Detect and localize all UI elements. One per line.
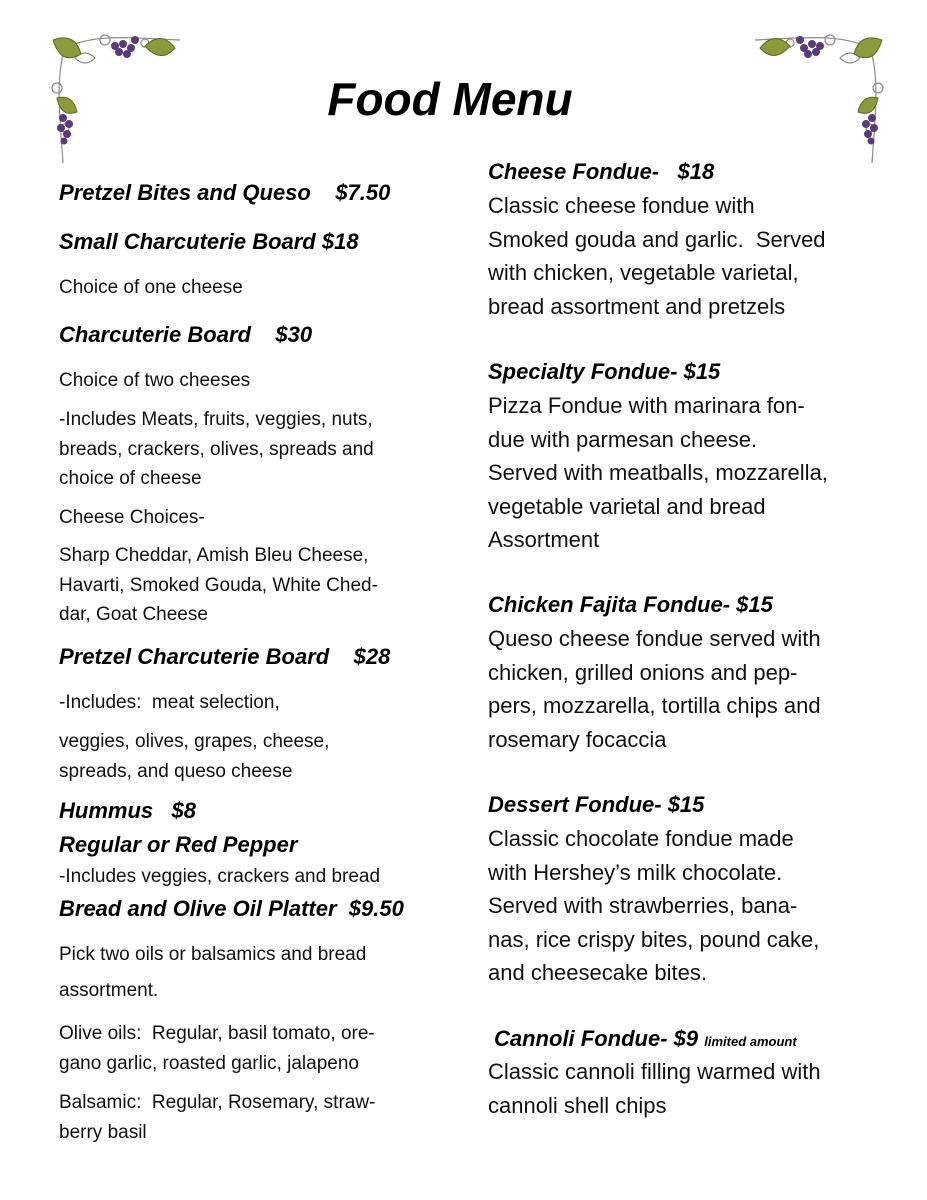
specialty-fondue-line: Served with meatballs, mozzarella, [488,460,828,485]
cheese-fondue-line: Classic cheese fondue with [488,193,755,218]
pretzel-charcuterie-name: Pretzel Charcuterie Board [59,644,330,669]
charcuterie-board-heading [59,322,312,348]
specialty-fondue-desc [488,389,828,557]
hummus-name: Hummus [59,798,154,823]
olive-oils-line: gano garlic, roasted garlic, jalapeno [59,1052,359,1074]
small-charcuterie-desc: Choice of one cheese [59,277,243,298]
cheese-fondue-line: with chicken, vegetable varietal, [488,260,799,285]
charcuterie-includes [59,405,374,494]
cheese-fondue-line: bread assortment and pretzels [488,293,786,319]
fajita-fondue-heading: Chicken Fajita Fondue- $15 [488,592,773,617]
pretzel-charcuterie-line: veggies, olives, grapes, cheese, [59,731,330,752]
pretzel-bites-heading [59,180,390,206]
pretzel-charcuterie-line: spreads, and queso cheese [59,760,293,782]
balsamic-line: Balsamic: Regular, Rosemary, straw- [59,1092,376,1113]
bread-platter-heading: Bread and Olive Oil Platter $9.50 [59,896,404,921]
fajita-fondue-line: chicken, grilled onions and pep- [488,659,798,685]
cannoli-fondue-heading [494,1026,797,1052]
limited-amount-note: limited amount [704,1034,797,1049]
dessert-fondue-line: Classic chocolate fondue made [488,826,794,851]
bread-platter-desc-2: assortment. [59,980,159,1001]
specialty-fondue-line: Assortment [488,527,600,552]
charcuterie-board-name: Charcuterie Board [59,322,251,347]
hummus-heading [59,798,196,824]
dessert-fondue-desc [488,822,819,990]
cheese-fondue-heading: Cheese Fondue- $18 [488,159,715,184]
cannoli-fondue-title: Cannoli Fondue- $9 [494,1026,699,1051]
hummus-desc: -Includes veggies, crackers and bread [59,866,381,887]
specialty-fondue-line: vegetable varietal and bread [488,493,766,519]
charcuterie-includes-line: -Includes Meats, fruits, veggies, nuts, [59,409,373,430]
charcuterie-includes-line: choice of cheese [59,468,202,489]
dessert-fondue-line: Served with strawberries, bana- [488,893,798,918]
hummus-variant: Regular or Red Pepper [59,832,298,857]
fajita-fondue-line: Queso cheese fondue served with [488,626,821,651]
charcuterie-board-price: $30 [275,322,313,347]
cannoli-fondue-line: cannoli shell chips [488,1092,667,1118]
cheese-choices-line: Havarti, Smoked Gouda, White Ched- [59,574,378,596]
pretzel-bites-name: Pretzel Bites and Queso [59,180,311,205]
fajita-fondue-line: rosemary focaccia [488,726,667,752]
hummus-price: $8 [171,798,196,823]
dessert-fondue-line: and cheesecake bites. [488,960,707,985]
bread-platter-desc: Pick two oils or balsamics and bread [59,944,367,965]
balsamic-line: berry basil [59,1121,147,1143]
specialty-fondue-heading: Specialty Fondue- $15 [488,359,721,384]
cheese-choices-line: dar, Goat Cheese [59,604,208,625]
balsamic-text [59,1088,375,1147]
cheese-fondue-line: Smoked gouda and garlic. Served [488,226,826,252]
charcuterie-choice: Choice of two cheeses [59,370,251,391]
cheese-choices-list [59,541,378,630]
charcuterie-includes-line: breads, crackers, olives, spreads and [59,438,374,460]
cheese-choices-line: Sharp Cheddar, Amish Bleu Cheese, [59,545,369,566]
fajita-fondue-line: pers, mozzarella, tortilla chips and [488,693,821,718]
cheese-fondue-desc [488,189,826,323]
fajita-fondue-desc [488,622,821,756]
pretzel-charcuterie-heading [59,644,390,670]
small-charcuterie-heading: Small Charcuterie Board $18 [59,229,359,254]
pretzel-charcuterie-price: $28 [353,644,391,669]
menu-title: Food Menu [327,73,573,125]
olive-oils-line: Olive oils: Regular, basil tomato, ore- [59,1023,375,1044]
cannoli-fondue-line: Classic cannoli filling warmed with [488,1059,821,1084]
dessert-fondue-heading: Dessert Fondue- $15 [488,792,705,817]
cheese-choices-label: Cheese Choices- [59,507,205,528]
cannoli-fondue-desc [488,1055,821,1122]
pretzel-bites-price: $7.50 [335,180,391,205]
dessert-fondue-line: with Hershey’s milk chocolate. [488,859,783,885]
pretzel-charcuterie-desc [59,727,329,786]
olive-oils-text [59,1019,375,1078]
dessert-fondue-line: nas, rice crispy bites, pound cake, [488,926,820,952]
specialty-fondue-line: due with parmesan cheese. [488,426,758,452]
specialty-fondue-line: Pizza Fondue with marinara fon- [488,393,805,418]
pretzel-charcuterie-includes: -Includes: meat selection, [59,692,280,713]
